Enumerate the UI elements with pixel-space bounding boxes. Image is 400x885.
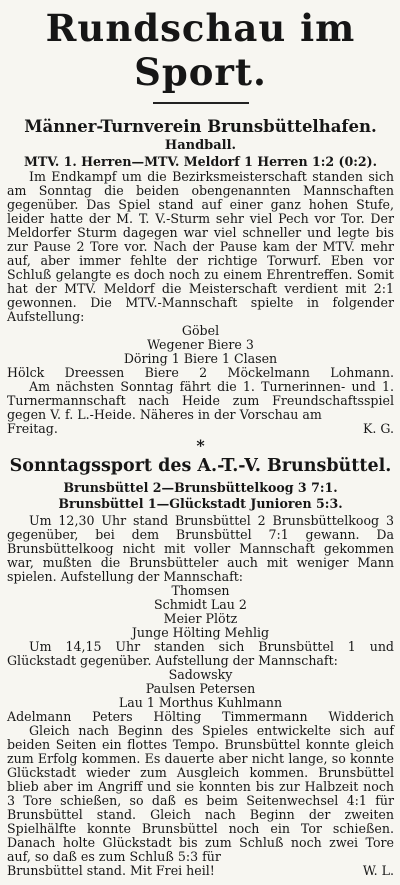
closing-text: Freitag. [7,421,58,436]
section-subheading: Handball. [164,138,237,153]
lineup-line: Döring 1 Biere 1 Clasen [123,351,278,366]
lineup-line: Wegener Biere 3 [147,337,254,352]
closing-text: Brunsbüttel stand. Mit Frei heil! [7,863,215,878]
match-result: MTV. 1. Herren—MTV. Meldorf 1 Herren 1:2 (0:2). [23,154,378,169]
match-result: Brunsbüttel 2—Brunsbüttelkoog 3 7:1. [63,480,338,495]
lineup-line: Adelmann Peters Hölting Timmermann Widderich [7,709,394,724]
lineup-line: Sadowsky [168,667,233,682]
team-lineup [7,668,394,724]
lineup-line: Thomsen [171,583,230,598]
lineup-line: Junge Hölting Mehlig [131,625,270,640]
section-atv [7,454,394,878]
closing-line [7,422,394,436]
article-paragraph: Um 12,30 Uhr stand Brunsbüttel 2 Brunsbüttelkoog 3 gegenüber, bei dem Brunsbüttel 7:1 gewann. Da Brunsbüttelkoog nicht mit voller Mannschaft gekommen war, mußten die Brunsbütteler auch mit weniger Mann spielen. Aufstellung der Mannschaft: [7,513,394,584]
lineup-line: Lau 1 Morthus Kuhlmann [118,695,283,710]
lineup-line: Meier Plötz [163,611,238,626]
section-separator: * [196,436,205,455]
section-heading: Sonntagssport des A.-T.-V. Brunsbüttel. [9,456,392,476]
lineup-line: Göbel [181,323,220,338]
team-lineup [7,584,394,640]
page-title: Rundschau im Sport. [45,6,356,94]
section-mtv [7,116,394,436]
author-signature: W. L. [362,863,394,878]
article-paragraph: Am nächsten Sonntag fährt die 1. Turnerinnen- und 1. Turnermannschaft nach Heide zum Freundschaftsspiel gegen V. f. L.-Heide. Näheres in der Vorschau am [7,379,394,422]
author-signature: K. G. [362,421,394,436]
section-heading: Männer-Turnverein Brunsbüttelhafen. [24,117,377,136]
lineup-line: Schmidt Lau 2 [154,597,247,612]
article-paragraph: Um 14,15 Uhr standen sich Brunsbüttel 1 und Glückstadt gegenüber. Aufstellung der Mannschaft: [7,639,394,668]
lineup-line: Paulsen Petersen [145,681,256,696]
article-paragraph: Im Endkampf um die Bezirksmeisterschaft standen sich am Sonntag die beiden obengenannten Mannschaften gegenüber. Das Spiel stand auf einer ganz hohen Stufe, leider hatte der M. T. V.-Sturm sehr viel Pech vor Tor. Der Meldorfer Sturm dagegen war viel schneller und legte bis zur Pause 2 Tore vor. Nach der Pause kam der MTV. mehr auf, aber immer fehlte der richtige Torwurf. Eben vor Schluß gelangte es doch noch zu einem Ehrentreffen. Somit hat der MTV. Meldorf die Meisterschaft verdient mit 2:1 gewonnen. Die MTV.-Mannschaft spielte in folgender Aufstellung: [7,169,394,324]
closing-line [7,864,394,878]
article-paragraph: Gleich nach Beginn des Spieles entwickelte sich auf beiden Seiten ein flottes Tempo. Brunsbüttel konnte gleich zum Erfolg kommen. Es dauerte aber nicht lange, so konnte Glückstadt wieder zum Ausgleich kommen. Brunsbüttel blieb aber im Angriff und sie konnten bis zur Halbzeit noch 3 Tore schießen, so daß es beim Seitenwechsel 4:1 für Brunsbüttel stand. Gleich nach Beginn der zweiten Spielhälfte konnte Brunsbüttel noch ein Tor schießen. Danach holte Glückstadt bis zum Schluß noch zwei Tore auf, so daß es zum Schluß 5:3 für [7,723,394,864]
match-result: Brunsbüttel 1—Glückstadt Junioren 5:3. [58,496,343,511]
match-results [7,480,394,512]
title-rule [153,102,249,104]
lineup-line: Hölck Dreessen Biere 2 Möckelmann Lohmann. [7,365,394,380]
team-lineup [7,324,394,380]
